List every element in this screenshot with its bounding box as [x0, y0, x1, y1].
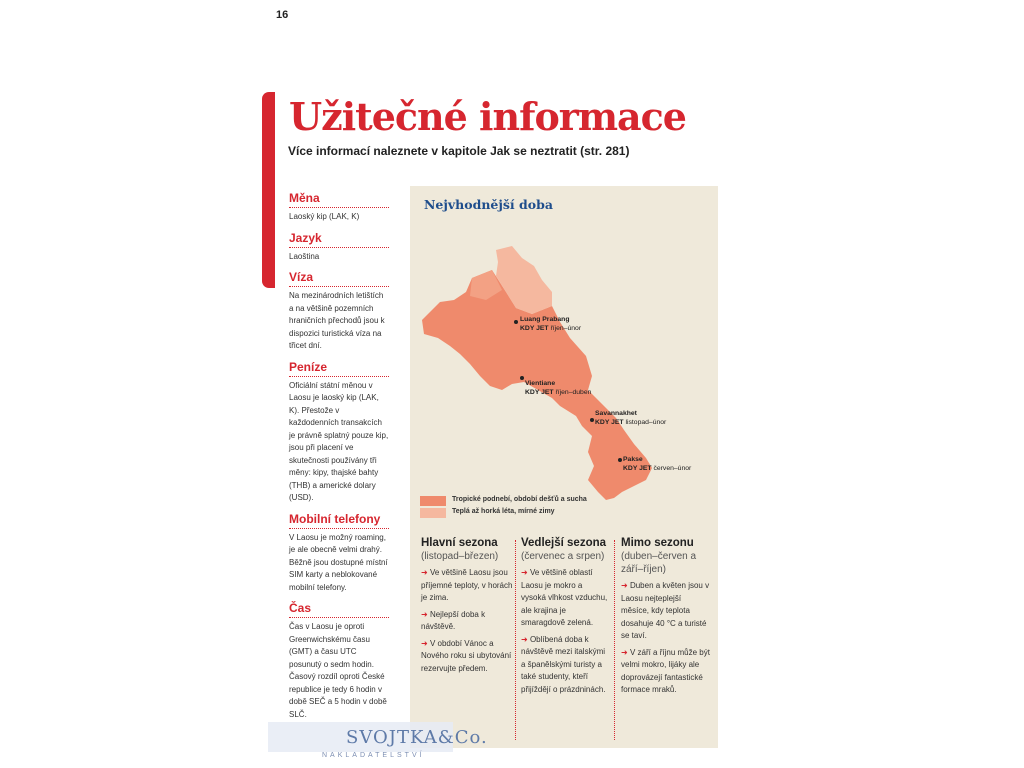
arrow-right-icon: ➜ [421, 609, 428, 619]
arrow-right-icon: ➜ [621, 581, 628, 590]
laos-map [410, 230, 718, 520]
season-period: (duben–červen a září–říjen) [621, 551, 697, 575]
season-item: ➜ Oblíbená doba k návštěvě mezi italskými a španělskými turisty a také studenty, kteří přijíždějí o prázdninách. [521, 634, 606, 694]
legend-swatch-tropical [420, 496, 446, 506]
season-column-shoulder [521, 537, 609, 696]
publisher-subtitle: NAKLADATELSTVÍ [322, 752, 425, 759]
season-item: ➜ Nejlepší doba k návštěvě. [421, 609, 486, 631]
legend-swatch-temperate [420, 508, 446, 518]
season-item: ➜ V období Vánoc a Nového roku si ubytování rezervujte předem. [421, 638, 512, 673]
season-item: ➜ Ve většině Laosu jsou příjemné teploty, v horách je zima. [421, 568, 513, 602]
section-heading: Jazyk [289, 230, 322, 245]
section-text: Laoský kip (LAK, K) [289, 212, 360, 221]
panel-title: Nejvhodnější doba [424, 197, 553, 212]
page-subtitle: Více informací naleznete v kapitole Jak se neztratit (str. 281) [288, 144, 630, 158]
season-column-high [421, 537, 513, 675]
section-text: Čas v Laosu je oproti Greenwichskému času (GMT) a času UTC posunutý o sedm hodin. Časový rozdíl oproti České republice je tedy 6 hodin v době SEČ a 5 hodin v době SLČ. [289, 622, 387, 719]
sidebar-section-currency [289, 191, 389, 224]
season-period: (červenec a srpen) [521, 551, 605, 562]
city-label-luang-prabang: Luang Prabang KDY JET říjen–únor [520, 316, 582, 332]
city-marker-savannakhet [590, 418, 594, 422]
season-item: ➜ Ve většině oblastí Laosu je mokro a vysoká vlhkost vzduchu, ale krajina je smaragdově zelená. [521, 568, 608, 627]
section-heading: Víza [289, 270, 314, 284]
section-heading: Měna [289, 191, 320, 205]
sidebar-section-money [289, 360, 389, 505]
section-heading: Čas [289, 601, 312, 615]
season-item: ➜ Duben a květen jsou v Laosu nejteplejší měsíce, kdy teplota dosahuje 40 °C a turisté se taví. [621, 581, 710, 640]
sidebar-section-time [289, 601, 389, 719]
divider [289, 247, 389, 248]
divider [289, 286, 389, 287]
arrow-right-icon: ➜ [521, 634, 528, 644]
page-title: Užitečné informace [289, 94, 686, 139]
divider [289, 617, 389, 618]
sidebar-section-language [289, 231, 389, 264]
section-text: Na mezinárodních letištích a na většině pozemních hraničních přechodů jsou k dispozici turistická víza na třicet dní. [289, 291, 385, 350]
sidebar-section-visa [289, 270, 389, 353]
laos-map-shape [410, 230, 718, 520]
season-item: ➜ V září a říjnu může být velmi mokro, lijáky ale doprovázejí fantastické formace mraků. [621, 647, 710, 694]
season-heading: Hlavní sezona [421, 537, 498, 549]
section-heading: Peníze [289, 359, 328, 374]
section-text: V Laosu je možný roaming, je ale obecně velmi drahý. Běžně jsou dostupné místní SIM karty a neblokované mobilní telefony. [289, 532, 388, 592]
legend-label-tropical: Tropické podnebí, období dešťů a sucha [452, 496, 587, 503]
arrow-right-icon: ➜ [621, 647, 628, 657]
city-label-savannakhet: Savannakhet KDY JET listopad–únor [595, 410, 667, 426]
legend-label-temperate: Teplá až horká léta, mírné zimy [452, 508, 555, 515]
section-text: Laoština [289, 251, 320, 261]
city-label-vientiane: Vientiane KDY JET říjen–duben [525, 380, 592, 396]
info-sidebar [289, 191, 389, 719]
season-heading: Vedlejší sezona [521, 537, 607, 549]
city-marker-pakse [618, 458, 622, 462]
arrow-right-icon: ➜ [421, 638, 428, 648]
page-number: 16 [276, 9, 289, 21]
column-divider [614, 540, 615, 740]
season-heading: Mimo sezonu [621, 537, 694, 549]
season-period: (listopad–březen) [421, 551, 499, 562]
divider [289, 376, 389, 377]
city-label-pakse: Pakse KDY JET červen–únor [623, 456, 692, 472]
arrow-right-icon: ➜ [521, 568, 528, 577]
divider [289, 207, 389, 208]
city-marker-luang-prabang [514, 320, 518, 324]
sidebar-section-mobile [289, 512, 389, 595]
column-divider [515, 540, 516, 740]
section-text: Oficiální státní měnou v Laosu je laoský kip (LAK, K). Přestože v každodenních transakcích je právně splatný pouze kip, jsou při placení ve skutečnosti používány tři měny: kipy, thajské bahty (THB) a americké dolary (USD). [289, 380, 389, 502]
season-column-low [621, 537, 711, 697]
divider [289, 528, 389, 529]
arrow-right-icon: ➜ [421, 568, 428, 577]
section-heading: Mobilní telefony [289, 511, 381, 526]
title-accent-bar [262, 92, 275, 288]
publisher-logo: SVOJTKA&Co. [346, 727, 488, 748]
city-marker-vientiane [520, 376, 524, 380]
